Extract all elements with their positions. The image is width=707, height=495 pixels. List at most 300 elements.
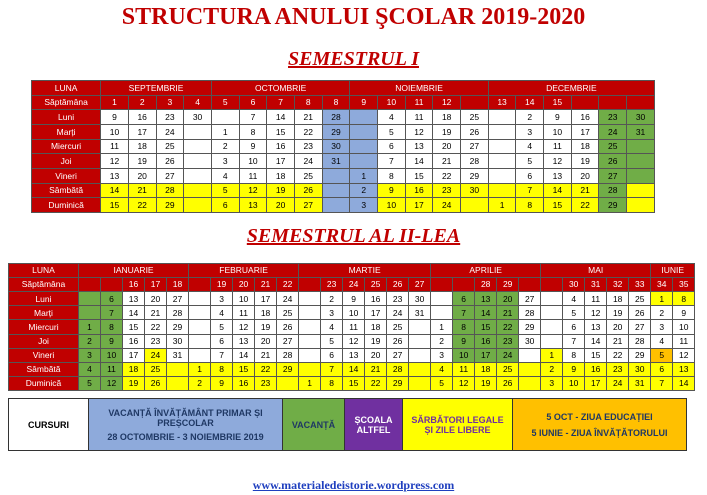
day-cell: 20 <box>128 168 156 183</box>
day-cell: 6 <box>211 334 233 348</box>
day-cell: 28 <box>322 110 350 125</box>
week-number: 33 <box>629 278 651 292</box>
day-cell: 6 <box>378 139 406 154</box>
day-cell: 3 <box>321 306 343 320</box>
day-cell: 21 <box>145 306 167 320</box>
day-cell: 2 <box>651 306 673 320</box>
day-cell: 26 <box>145 376 167 390</box>
day-cell: 25 <box>145 362 167 376</box>
day-cell: 13 <box>239 198 267 213</box>
day-cell: 16 <box>571 110 599 125</box>
day-cell: 21 <box>365 362 387 376</box>
day-label: Sâmbătă <box>32 183 101 198</box>
day-cell: 12 <box>239 183 267 198</box>
day-cell: 30 <box>461 183 489 198</box>
day-cell: 31 <box>322 154 350 169</box>
day-cell: 18 <box>433 110 461 125</box>
day-cell: 9 <box>211 376 233 390</box>
day-cell <box>488 168 516 183</box>
week-number <box>431 278 453 292</box>
day-cell: 2 <box>79 334 101 348</box>
day-cell: 22 <box>607 348 629 362</box>
week-label: Săptămâna <box>9 278 79 292</box>
month-row <box>9 264 695 278</box>
day-cell: 22 <box>365 376 387 390</box>
day-cell <box>350 110 378 125</box>
day-cell: 21 <box>255 348 277 362</box>
day-cell: 23 <box>255 376 277 390</box>
day-cell: 2 <box>516 110 544 125</box>
day-cell: 4 <box>516 139 544 154</box>
day-cell: 29 <box>156 198 184 213</box>
day-cell <box>299 306 321 320</box>
week-number: 21 <box>255 278 277 292</box>
day-label: Miercuri <box>32 139 101 154</box>
day-cell: 26 <box>294 183 322 198</box>
week-number <box>519 278 541 292</box>
day-cell: 25 <box>156 139 184 154</box>
day-cell: 27 <box>599 168 627 183</box>
day-cell: 27 <box>519 292 541 306</box>
day-cell: 23 <box>599 110 627 125</box>
day-cell: 26 <box>629 306 651 320</box>
week-number <box>461 95 489 110</box>
week-number: 1 <box>101 95 129 110</box>
day-cell: 15 <box>123 320 145 334</box>
week-number: 23 <box>321 278 343 292</box>
day-cell: 3 <box>211 154 239 169</box>
day-cell: 24 <box>433 198 461 213</box>
month-header: FEBRUARIE <box>189 264 299 278</box>
day-cell: 18 <box>128 139 156 154</box>
month-row <box>32 81 655 96</box>
week-number <box>79 278 101 292</box>
week-number: 6 <box>239 95 267 110</box>
day-cell: 9 <box>343 292 365 306</box>
day-cell: 7 <box>651 376 673 390</box>
day-label: Joi <box>9 334 79 348</box>
day-cell <box>189 320 211 334</box>
day-cell <box>184 183 212 198</box>
week-label: Săptămâna <box>32 95 101 110</box>
day-cell: 5 <box>211 320 233 334</box>
day-cell: 17 <box>405 198 433 213</box>
week-number: 27 <box>409 278 431 292</box>
day-cell <box>488 110 516 125</box>
day-cell: 13 <box>101 168 129 183</box>
day-cell: 29 <box>599 198 627 213</box>
day-cell: 4 <box>211 168 239 183</box>
legend-cursuri: CURSURI <box>9 399 89 450</box>
day-cell: 10 <box>563 376 585 390</box>
day-cell: 9 <box>453 334 475 348</box>
day-row <box>9 320 695 334</box>
day-cell: 20 <box>433 139 461 154</box>
week-number <box>571 95 599 110</box>
day-cell: 17 <box>365 306 387 320</box>
day-cell: 24 <box>387 306 409 320</box>
day-cell: 23 <box>433 183 461 198</box>
day-cell: 18 <box>267 168 295 183</box>
day-cell: 7 <box>516 183 544 198</box>
day-cell: 23 <box>156 110 184 125</box>
day-cell: 8 <box>101 320 123 334</box>
week-number: 15 <box>544 95 572 110</box>
day-label: Marți <box>32 124 101 139</box>
day-cell: 31 <box>627 124 655 139</box>
day-cell: 11 <box>544 139 572 154</box>
day-cell: 19 <box>267 183 295 198</box>
day-cell: 6 <box>516 168 544 183</box>
day-cell: 1 <box>211 124 239 139</box>
day-cell: 22 <box>128 198 156 213</box>
legend-vacanta-primar: VACANȚĂ ÎNVĂȚĂMÂNT PRIMAR ȘI PREȘCOLAR 28 OCTOMBRIE - 3 NOIEMBRIE 2019 <box>89 399 283 450</box>
day-cell: 16 <box>475 334 497 348</box>
day-cell <box>409 348 431 362</box>
day-cell: 22 <box>255 362 277 376</box>
day-cell: 25 <box>599 139 627 154</box>
day-cell: 26 <box>156 154 184 169</box>
week-number: 32 <box>607 278 629 292</box>
day-cell <box>519 348 541 362</box>
day-row <box>32 168 655 183</box>
day-cell <box>488 139 516 154</box>
day-cell <box>167 362 189 376</box>
semester1-title: SEMESTRUL I <box>288 48 419 70</box>
day-cell: 17 <box>267 154 295 169</box>
day-row <box>9 334 695 348</box>
day-cell: 26 <box>387 334 409 348</box>
day-cell <box>409 362 431 376</box>
day-cell: 13 <box>544 168 572 183</box>
luna-label: LUNA <box>32 81 101 96</box>
day-cell: 14 <box>585 334 607 348</box>
day-cell: 4 <box>431 362 453 376</box>
day-cell: 26 <box>277 320 299 334</box>
day-cell: 28 <box>156 183 184 198</box>
day-cell: 17 <box>128 124 156 139</box>
week-number: 3 <box>156 95 184 110</box>
legend-vacanta: VACANȚĂ <box>283 399 345 450</box>
day-label: Sâmbătă <box>9 362 79 376</box>
day-cell: 2 <box>541 362 563 376</box>
month-header: MARTIE <box>299 264 431 278</box>
day-cell: 12 <box>585 306 607 320</box>
day-cell <box>541 334 563 348</box>
day-cell: 10 <box>239 154 267 169</box>
day-cell: 15 <box>475 320 497 334</box>
day-cell: 8 <box>563 348 585 362</box>
semester2-table <box>8 263 695 391</box>
week-number <box>599 95 627 110</box>
week-number: 24 <box>343 278 365 292</box>
day-cell: 9 <box>544 110 572 125</box>
week-number: 7 <box>267 95 295 110</box>
day-cell <box>299 348 321 362</box>
day-cell: 4 <box>79 362 101 376</box>
day-cell: 14 <box>475 306 497 320</box>
day-cell <box>189 306 211 320</box>
day-label: Duminică <box>32 198 101 213</box>
day-row <box>32 154 655 169</box>
month-header: MAI <box>541 264 651 278</box>
day-cell: 1 <box>651 292 673 306</box>
month-header: NOIEMBRIE <box>350 81 488 96</box>
day-cell: 19 <box>607 306 629 320</box>
footer-link[interactable]: www.materialedeistorie.wordpress.com <box>252 478 455 492</box>
day-cell <box>627 183 655 198</box>
semester1-table <box>31 80 655 213</box>
legend-zile: 5 OCT - ZIUA EDUCAȚIEI 5 IUNIE - ZIUA ÎNVĂȚĂTORULUI <box>513 399 686 450</box>
day-cell: 5 <box>516 154 544 169</box>
week-number: 10 <box>378 95 406 110</box>
day-cell: 28 <box>519 306 541 320</box>
week-number: 16 <box>123 278 145 292</box>
day-cell <box>350 154 378 169</box>
day-cell: 23 <box>497 334 519 348</box>
day-cell: 9 <box>101 334 123 348</box>
day-cell <box>488 154 516 169</box>
day-cell: 31 <box>409 306 431 320</box>
day-cell: 29 <box>167 320 189 334</box>
day-cell: 12 <box>673 348 695 362</box>
day-cell <box>409 376 431 390</box>
month-header: IANUARIE <box>79 264 189 278</box>
day-cell <box>488 124 516 139</box>
day-cell: 17 <box>571 124 599 139</box>
day-cell <box>461 198 489 213</box>
day-cell: 27 <box>461 139 489 154</box>
day-cell: 17 <box>255 292 277 306</box>
day-cell <box>184 139 212 154</box>
day-cell: 14 <box>233 348 255 362</box>
day-cell: 25 <box>497 362 519 376</box>
week-number: 29 <box>497 278 519 292</box>
week-row <box>32 95 655 110</box>
day-cell <box>299 320 321 334</box>
day-cell: 26 <box>461 124 489 139</box>
day-row <box>9 348 695 362</box>
day-cell: 30 <box>184 110 212 125</box>
day-cell <box>189 292 211 306</box>
week-number: 13 <box>488 95 516 110</box>
day-cell: 19 <box>475 376 497 390</box>
day-cell <box>627 168 655 183</box>
day-cell: 21 <box>607 334 629 348</box>
day-cell: 16 <box>123 334 145 348</box>
day-row <box>9 292 695 306</box>
day-cell: 23 <box>387 292 409 306</box>
day-cell: 7 <box>239 110 267 125</box>
day-cell: 21 <box>497 306 519 320</box>
day-cell: 23 <box>607 362 629 376</box>
day-cell: 19 <box>128 154 156 169</box>
day-cell <box>184 168 212 183</box>
day-cell: 4 <box>378 110 406 125</box>
day-cell: 29 <box>519 320 541 334</box>
day-cell <box>519 376 541 390</box>
day-cell: 5 <box>651 348 673 362</box>
day-cell: 16 <box>405 183 433 198</box>
day-cell: 15 <box>267 124 295 139</box>
day-cell: 8 <box>211 362 233 376</box>
day-cell: 11 <box>233 306 255 320</box>
week-number <box>299 278 321 292</box>
day-cell: 11 <box>585 292 607 306</box>
day-cell: 30 <box>629 362 651 376</box>
day-cell: 27 <box>277 334 299 348</box>
day-cell: 22 <box>145 320 167 334</box>
week-number: 4 <box>184 95 212 110</box>
day-cell <box>541 320 563 334</box>
day-cell: 23 <box>145 334 167 348</box>
week-number: 26 <box>387 278 409 292</box>
day-cell: 22 <box>294 124 322 139</box>
week-number: 8 <box>322 95 350 110</box>
day-cell: 6 <box>101 292 123 306</box>
week-number: 30 <box>563 278 585 292</box>
day-cell: 2 <box>431 334 453 348</box>
day-cell: 21 <box>571 183 599 198</box>
week-number <box>101 278 123 292</box>
week-number: 18 <box>167 278 189 292</box>
day-cell: 27 <box>167 292 189 306</box>
day-cell: 19 <box>433 124 461 139</box>
week-number <box>541 278 563 292</box>
day-cell: 30 <box>627 110 655 125</box>
day-cell: 10 <box>544 124 572 139</box>
day-row <box>32 110 655 125</box>
day-cell: 12 <box>233 320 255 334</box>
day-cell <box>322 183 350 198</box>
day-cell: 25 <box>461 110 489 125</box>
day-cell: 24 <box>156 124 184 139</box>
day-cell: 25 <box>294 168 322 183</box>
day-cell <box>431 292 453 306</box>
day-cell: 11 <box>239 168 267 183</box>
month-header: IUNIE <box>651 264 695 278</box>
day-row <box>9 376 695 390</box>
day-cell <box>79 306 101 320</box>
day-cell: 3 <box>211 292 233 306</box>
day-cell: 8 <box>453 320 475 334</box>
week-number: 25 <box>365 278 387 292</box>
week-number <box>453 278 475 292</box>
day-cell <box>350 124 378 139</box>
day-cell: 28 <box>461 154 489 169</box>
day-cell: 8 <box>673 292 695 306</box>
day-cell: 12 <box>544 154 572 169</box>
day-cell: 31 <box>629 376 651 390</box>
day-cell: 4 <box>321 320 343 334</box>
day-cell: 12 <box>343 334 365 348</box>
day-cell: 17 <box>123 348 145 362</box>
day-cell: 24 <box>294 154 322 169</box>
day-cell: 27 <box>156 168 184 183</box>
day-cell: 6 <box>563 320 585 334</box>
day-row <box>32 139 655 154</box>
day-cell: 7 <box>378 154 406 169</box>
day-cell: 5 <box>431 376 453 390</box>
day-cell: 4 <box>211 306 233 320</box>
day-cell: 6 <box>321 348 343 362</box>
week-number: 2 <box>128 95 156 110</box>
day-cell <box>167 376 189 390</box>
day-cell: 13 <box>233 334 255 348</box>
day-cell: 17 <box>475 348 497 362</box>
day-cell: 24 <box>145 348 167 362</box>
day-row <box>32 198 655 213</box>
day-cell: 16 <box>267 139 295 154</box>
day-cell <box>184 124 212 139</box>
day-cell: 4 <box>563 292 585 306</box>
week-number: 34 <box>651 278 673 292</box>
day-cell: 30 <box>167 334 189 348</box>
day-cell: 11 <box>673 334 695 348</box>
day-cell: 21 <box>433 154 461 169</box>
day-row <box>32 183 655 198</box>
day-cell: 3 <box>516 124 544 139</box>
day-row <box>32 124 655 139</box>
day-label: Marți <box>9 306 79 320</box>
day-cell: 14 <box>267 110 295 125</box>
day-cell: 1 <box>541 348 563 362</box>
day-cell: 26 <box>599 154 627 169</box>
day-cell: 11 <box>343 320 365 334</box>
day-cell: 5 <box>79 376 101 390</box>
day-cell: 9 <box>563 362 585 376</box>
day-cell: 10 <box>233 292 255 306</box>
day-cell: 24 <box>497 348 519 362</box>
day-row <box>9 362 695 376</box>
week-number: 22 <box>277 278 299 292</box>
day-cell: 3 <box>79 348 101 362</box>
day-cell: 22 <box>497 320 519 334</box>
day-cell <box>431 306 453 320</box>
day-cell: 15 <box>405 168 433 183</box>
day-cell: 20 <box>145 292 167 306</box>
day-cell <box>299 334 321 348</box>
day-cell: 10 <box>101 124 129 139</box>
day-cell <box>322 198 350 213</box>
day-cell: 28 <box>599 183 627 198</box>
week-number: 11 <box>405 95 433 110</box>
day-cell: 11 <box>453 362 475 376</box>
day-cell <box>299 362 321 376</box>
day-cell: 2 <box>189 376 211 390</box>
day-cell: 19 <box>123 376 145 390</box>
day-cell: 25 <box>629 292 651 306</box>
day-cell: 7 <box>563 334 585 348</box>
week-number <box>627 95 655 110</box>
day-cell <box>488 183 516 198</box>
day-label: Luni <box>9 292 79 306</box>
day-cell: 5 <box>563 306 585 320</box>
day-cell <box>79 292 101 306</box>
week-number: 35 <box>673 278 695 292</box>
day-cell: 19 <box>365 334 387 348</box>
day-cell: 16 <box>128 110 156 125</box>
day-cell: 28 <box>277 348 299 362</box>
day-cell: 13 <box>123 292 145 306</box>
week-number: 19 <box>211 278 233 292</box>
day-row <box>9 306 695 320</box>
day-cell: 14 <box>544 183 572 198</box>
day-cell: 8 <box>378 168 406 183</box>
day-cell: 11 <box>101 139 129 154</box>
day-cell: 18 <box>255 306 277 320</box>
day-cell <box>409 334 431 348</box>
